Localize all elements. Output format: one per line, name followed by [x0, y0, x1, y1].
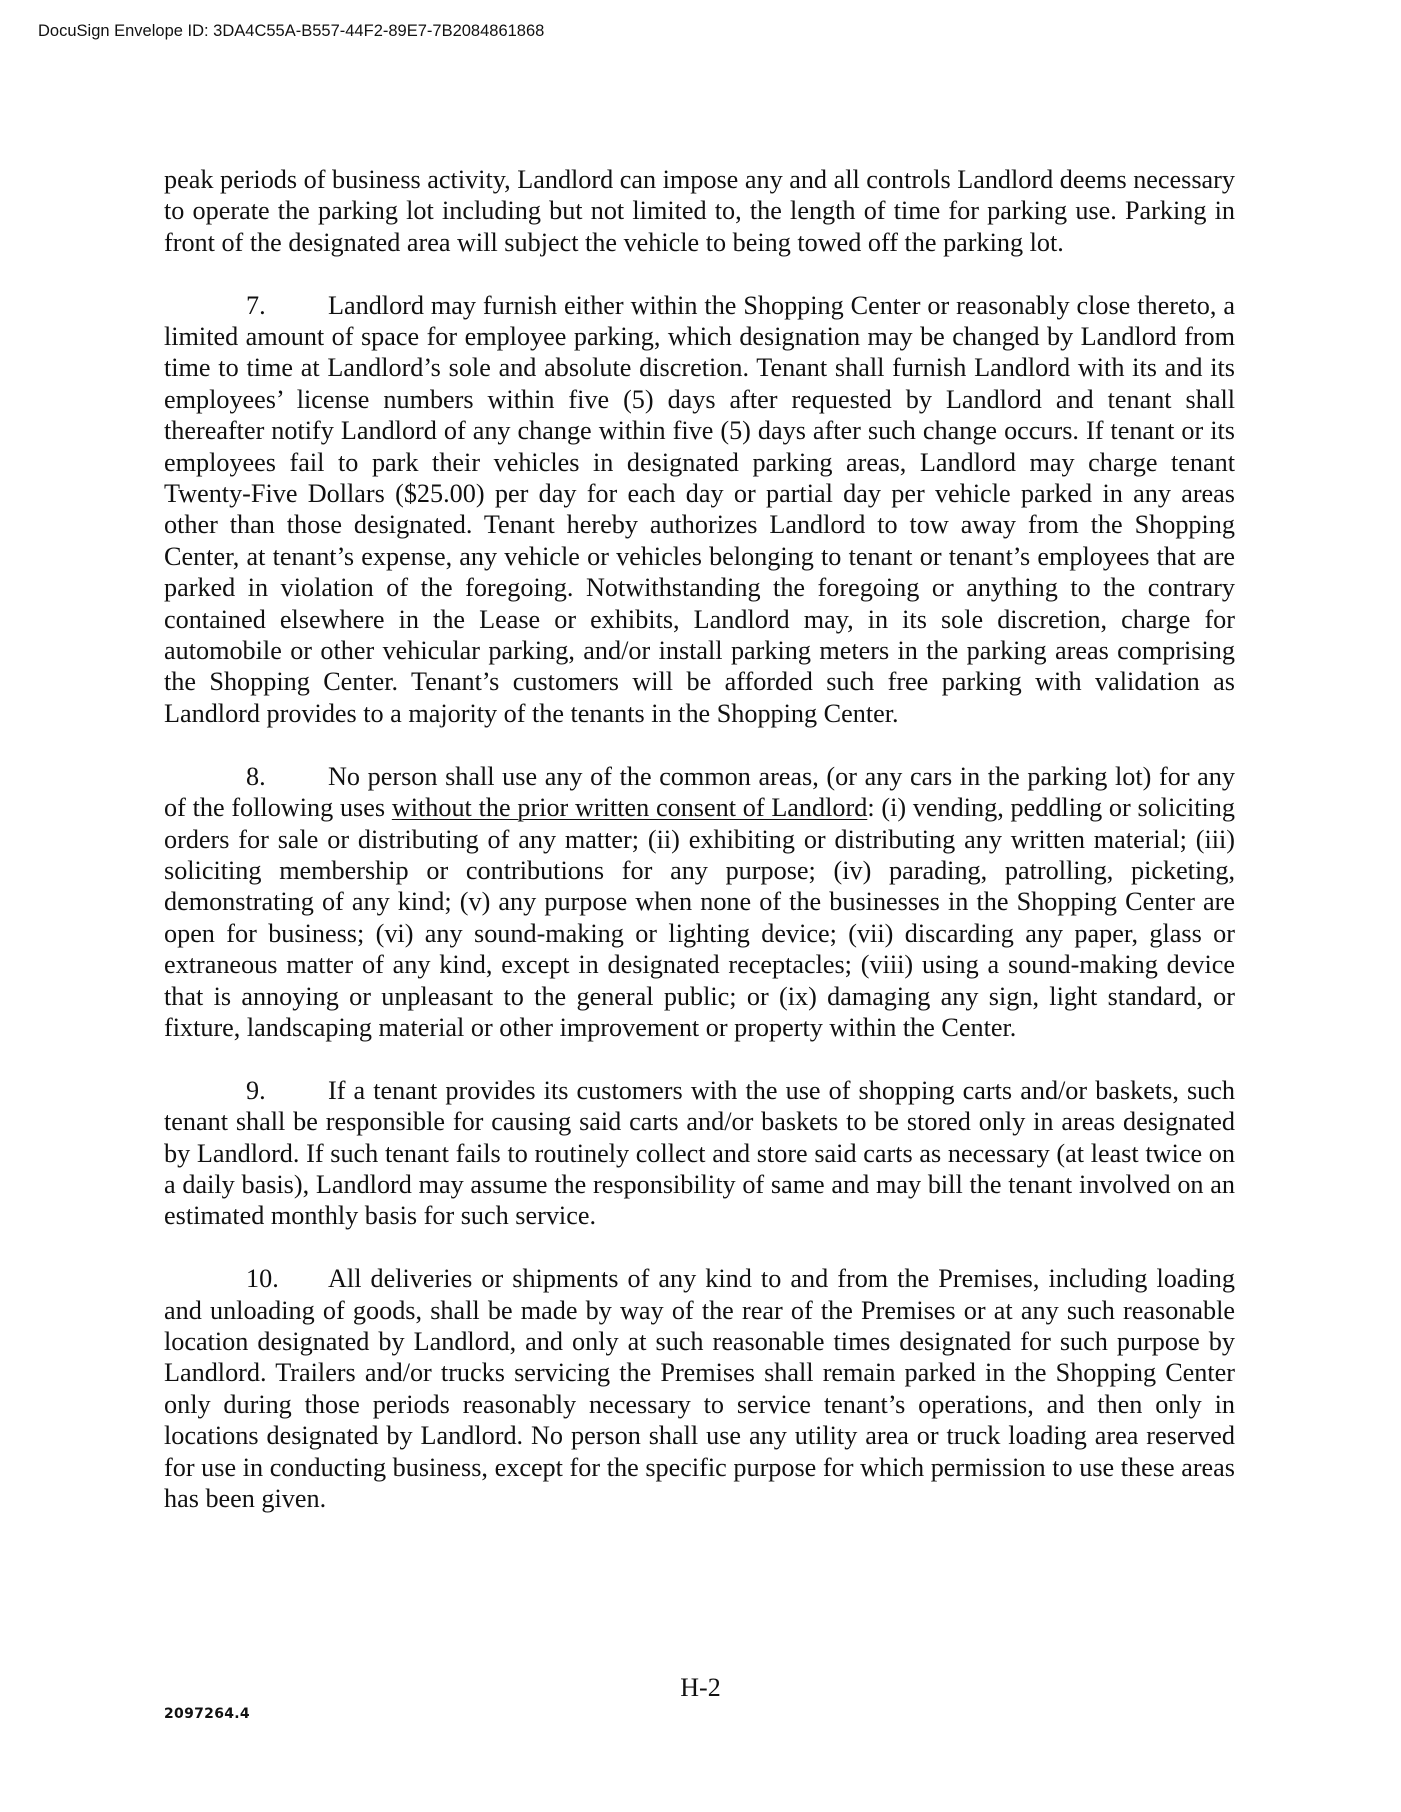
- continuation-paragraph: peak periods of business activity, Landlord can impose any and all controls Landlord deems necessary to operate the parking lot including but not limited to, the length of time for parking use. Parking in front of the designated area will subject the vehicle to being towed off the parking lot.: [164, 165, 1235, 257]
- section-text: No person shall use any of the common areas, (or any cars in the parking lot) for any of the following uses: [164, 761, 1235, 823]
- section-10: [164, 1263, 1235, 1514]
- section-text: All deliveries or shipments of any kind to and from the Premises, including loading and unloading of goods, shall be made by way of the rear of the Premises or at any such reasonable location designated by Landlord, and only at such reasonable times designated for such purpose by Landlord. Trailers and/or trucks servicing the Premises shall remain parked in the Shopping Center only during those periods reasonably necessary to service tenant’s operations, and then only in locations designated by Landlord. No person shall use any utility area or truck loading area reserved for use in conducting business, except for the specific purpose for which permission to use these areas has been given.: [164, 1264, 1235, 1513]
- section-number: 9.: [246, 1075, 266, 1105]
- document-id: 2097264.4: [164, 1706, 250, 1722]
- section-7: [164, 290, 1235, 730]
- section-number: 7.: [246, 290, 266, 320]
- section-9: [164, 1075, 1235, 1232]
- section-number: 10.: [246, 1264, 279, 1294]
- document-body: [164, 164, 1235, 1546]
- section-text: Landlord may furnish either within the Shopping Center or reasonably close thereto, a limited amount of space for employee parking, which designation may be changed by Landlord from time to time at Landlord’s sole and absolute discretion. Tenant shall furnish Landlord with its and its employees’ license numbers within five (5) days after requested by Landlord and tenant shall thereafter notify Landlord of any change within five (5) days after such change occurs. If tenant or its employees fail to park their vehicles in designated parking areas, Landlord may charge tenant Twenty-Five Dollars ($25.00) per day for each day or partial day per vehicle parked in any areas other than those designated. Tenant hereby authorizes Landlord to tow away from the Shopping Center, at tenant’s expense, any vehicle or vehicles belonging to tenant or tenant’s employees that are parked in violation of the foregoing. Notwithstanding the foregoing or anything to the contrary contained elsewhere in the Lease or exhibits, Landlord may, in its sole discretion, charge for automobile or other vehicular parking, and/or install parking meters in the parking areas comprising the Shopping Center. Tenant’s customers will be afforded such free parking with validation as Landlord provides to a majority of the tenants in the Shopping Center.: [164, 290, 1235, 728]
- section-text-continued: : (i) vending, peddling or soliciting orders for sale or distributing of any matter; (ii) exhibiting or distributing any written material; (iii) soliciting membership or contributions for any purpose; (iv) parading, patrolling, picketing, demonstrating of any kind; (v) any purpose when none of the businesses in the Shopping Center are open for business; (vi) any sound-making or lighting device; (vii) discarding any paper, glass or extraneous matter of any kind, except in designated receptacles; (viii) using a sound-making device that is annoying or unpleasant to the general public; or (ix) damaging any sign, light standard, or fixture, landscaping material or other improvement or property within the Center.: [164, 793, 1235, 1042]
- section-8: [164, 761, 1235, 1044]
- page-number-label: H-2: [680, 1673, 721, 1702]
- underlined-consent-phrase: without the prior written consent of Landlord: [391, 793, 868, 823]
- docusign-envelope-id: DocuSign Envelope ID: 3DA4C55A-B557-44F2-89E7-7B2084861868: [38, 22, 545, 40]
- section-number: 8.: [246, 761, 266, 791]
- section-text: If a tenant provides its customers with the use of shopping carts and/or baskets, such tenant shall be responsible for causing said carts and/or baskets to be stored only in areas designated by Landlord. If such tenant fails to routinely collect and store said carts as necessary (at least twice on a daily basis), Landlord may assume the responsibility of same and may bill the tenant involved on an estimated monthly basis for such service.: [164, 1075, 1235, 1231]
- page-number: [0, 1673, 1401, 1703]
